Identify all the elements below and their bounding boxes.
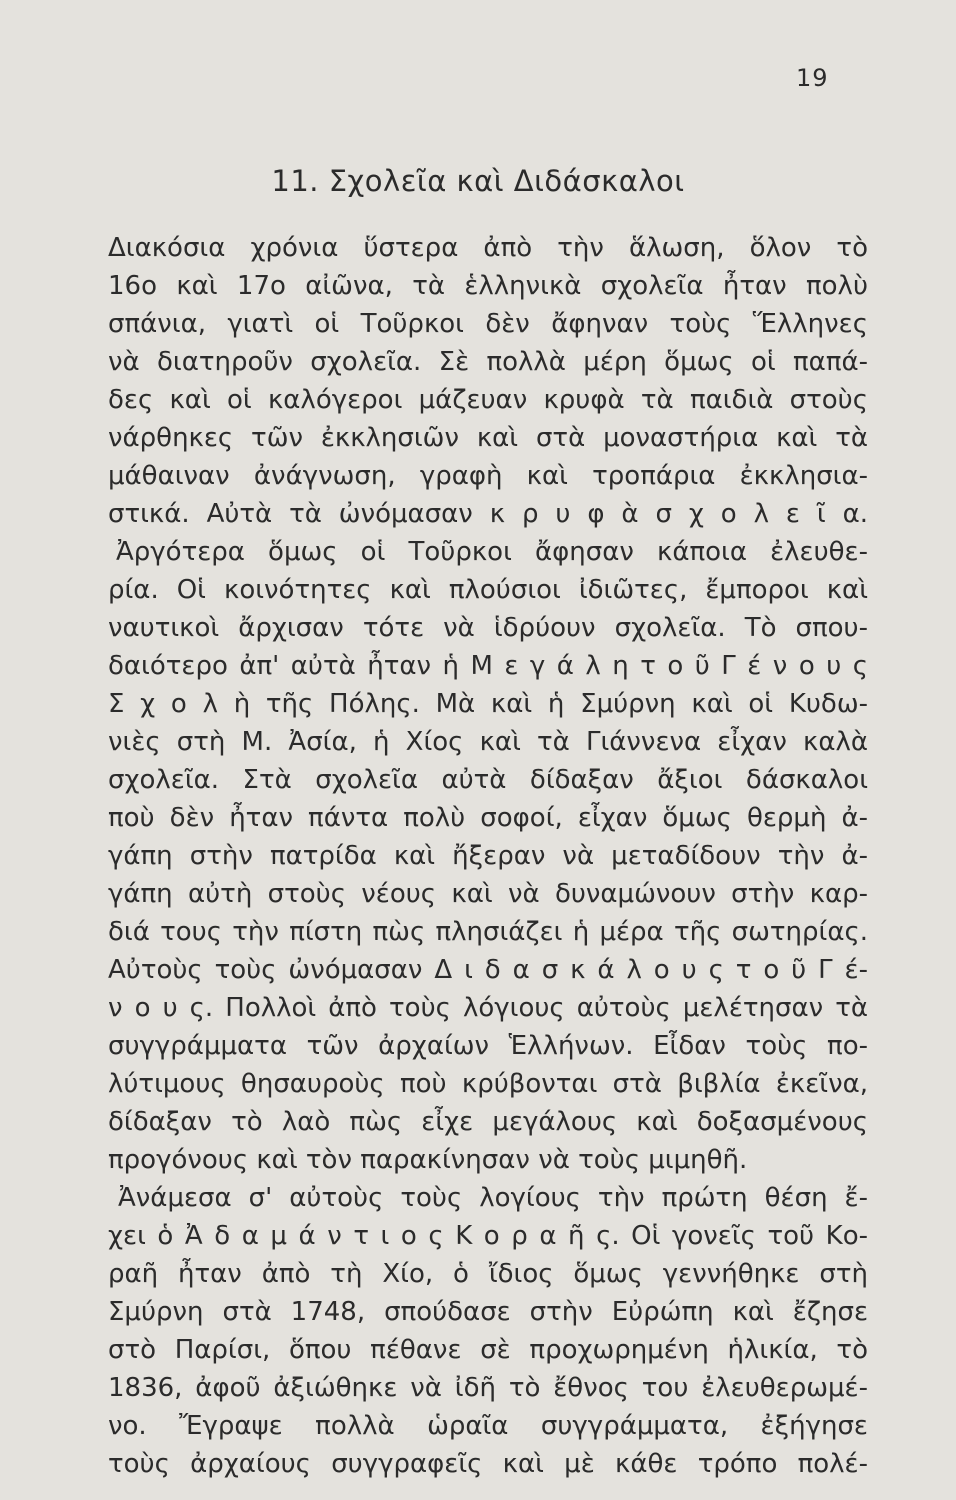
text-line: στικά. Αὐτὰ τὰ ὠνόμασαν κ ρ υ φ ὰ σ χ ο λ ε ῖ α. [108, 499, 868, 529]
text-line: 1836, ἀφοῦ ἀξιώθηκε νὰ ἰδῆ τὸ ἔθνος του ἐλευθερωμέ- [108, 1373, 868, 1403]
text-line: λύτιμους θησαυροὺς ποὺ κρύβονται στὰ βιβλία ἐκεῖνα, [108, 1069, 868, 1099]
text-line: Σμύρνη στὰ 1748, σπούδασε στὴν Εὐρώπη καὶ ἔζησε [108, 1297, 868, 1327]
text-line: γάπη αὐτὴ στοὺς νέους καὶ νὰ δυναμώνουν στὴν καρ- [108, 879, 868, 909]
text-line: Διακόσια χρόνια ὕστερα ἀπὸ τὴν ἅλωση, ὅλον τὸ [108, 233, 868, 263]
text-line: διά τους τὴν πίστη πὼς πλησιάζει ἡ μέρα τῆς σωτηρίας. [108, 917, 868, 947]
text-line: σπάνια, γιατὶ οἱ Τοῦρκοι δὲν ἄφηναν τοὺς Ἕλληνες [108, 309, 868, 339]
text-line: νὰ διατηροῦν σχολεῖα. Σὲ πολλὰ μέρη ὅμως οἱ παπά- [108, 347, 868, 377]
text-line: δίδαξαν τὸ λαὸ πὼς εἶχε μεγάλους καὶ δοξασμένους [108, 1107, 868, 1137]
text-line: Ἀνάμεσα σ' αὐτοὺς τοὺς λογίους τὴν πρώτη θέση ἔ- [118, 1183, 868, 1213]
text-line: ν ο υ ς. Πολλοὶ ἀπὸ τοὺς λόγιους αὐτοὺς μελέτησαν τὰ [108, 993, 868, 1023]
text-line: μάθαιναν ἀνάγνωση, γραφὴ καὶ τροπάρια ἐκκλησια- [108, 461, 868, 491]
text-line: νιὲς στὴ Μ. Ἀσία, ἡ Χίος καὶ τὰ Γιάννενα εἶχαν καλὰ [108, 727, 868, 757]
chapter-title: 11. Σχολεῖα καὶ Διδάσκαλοι [271, 164, 685, 198]
text-line: δες καὶ οἱ καλόγεροι μάζευαν κρυφὰ τὰ παιδιὰ στοὺς [108, 385, 868, 415]
text-line: γάπη στὴν πατρίδα καὶ ἤξεραν νὰ μεταδίδουν τὴν ἀ- [108, 841, 868, 871]
text-line: ρία. Οἱ κοινότητες καὶ πλούσιοι ἰδιῶτες, ἔμποροι καὶ [108, 575, 868, 605]
page-number: 19 [796, 64, 829, 92]
text-line: στὸ Παρίσι, ὅπου πέθανε σὲ προχωρημένη ἡλικία, τὸ [108, 1335, 868, 1365]
text-line: νο. Ἔγραψε πολλὰ ὡραῖα συγγράμματα, ἐξήγησε [108, 1411, 868, 1441]
text-line: δαιότερο ἀπ' αὐτὰ ἦταν ἡ Μ ε γ ά λ η τ ο ῦ Γ έ ν ο υ ς [108, 651, 868, 681]
text-line: Αὐτοὺς τοὺς ὠνόμασαν Δ ι δ α σ κ ά λ ο υ ς τ ο ῦ Γ έ- [108, 955, 868, 985]
text-line: συγγράμματα τῶν ἀρχαίων Ἑλλήνων. Εἶδαν τοὺς πο- [108, 1031, 868, 1061]
text-line: χει ὁ Ἀ δ α μ ά ν τ ι ο ς Κ ο ρ α ῆ ς. Οἱ γονεῖς τοῦ Κο- [108, 1221, 868, 1251]
text-line: Σ χ ο λ ὴ τῆς Πόλης. Μὰ καὶ ἡ Σμύρνη καὶ οἱ Κυδω- [108, 689, 868, 719]
text-line: νάρθηκες τῶν ἐκκλησιῶν καὶ στὰ μοναστήρια καὶ τὰ [108, 423, 868, 453]
text-line: ποὺ δὲν ἦταν πάντα πολὺ σοφοί, εἶχαν ὅμως θερμὴ ἀ- [108, 803, 868, 833]
text-line: τοὺς ἀρχαίους συγγραφεῖς καὶ μὲ κάθε τρόπο πολέ- [108, 1449, 868, 1479]
text-line: ραῆ ἦταν ἀπὸ τὴ Χίο, ὁ ἴδιος ὅμως γεννήθηκε στὴ [108, 1259, 868, 1289]
text-line: ναυτικοὶ ἄρχισαν τότε νὰ ἱδρύουν σχολεῖα. Τὸ σπου- [108, 613, 868, 643]
text-line: 16ο καὶ 17ο αἰῶνα, τὰ ἑλληνικὰ σχολεῖα ἦταν πολὺ [108, 271, 868, 301]
text-line: προγόνους καὶ τὸν παρακίνησαν νὰ τοὺς μιμηθῆ. [108, 1145, 748, 1175]
text-line: Ἀργότερα ὅμως οἱ Τοῦρκοι ἄφησαν κάποια ἐλευθε- [116, 537, 868, 567]
text-line: σχολεῖα. Στὰ σχολεῖα αὐτὰ δίδαξαν ἄξιοι δάσκαλοι [108, 765, 868, 795]
